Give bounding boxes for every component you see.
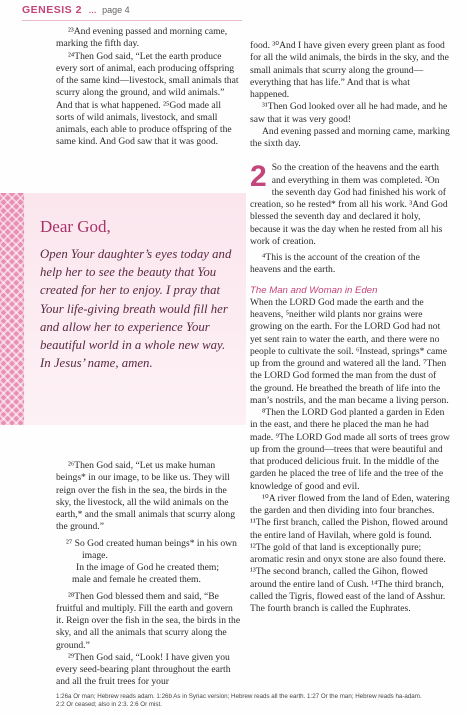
book-chapter: GENESIS 2 (22, 4, 82, 16)
left-column-bottom (56, 460, 241, 689)
section-heading: The Man and Woman in Eden (250, 284, 378, 296)
verse-28: ²⁸Then God blessed them and said, “Be fruitful and multiply. Fill the earth and govern it. Reign over the fish in the sea, the birds in the sky, and all the animals that scurry along the ground.” (56, 590, 241, 651)
verse-29-30-cont: food. ³⁰And I have given every green plant as food for all the wild animals, the birds in the sky, and the small animals that scurry along the ground—everything that has life.” And that is what happened. (250, 40, 449, 100)
verse-29: ²⁹Then God said, “Look! I have given you every seed-bearing plant throughout the earth and all the fruit trees for your (56, 651, 231, 688)
verse-31: ³¹Then God looked over all he had made, and he saw that it was very good! (250, 101, 448, 125)
prayer-body (40, 245, 236, 372)
header-separator: ... (88, 5, 97, 16)
right-column (250, 40, 450, 615)
verse-27-line-2: In the image of God he created them; (76, 562, 220, 573)
page-number: page 4 (102, 5, 130, 15)
verse-4b-7: When the LORD God made the earth and the heavens, ⁵neither wild plants nor grains were growing on the earth. For the LORD God had not yet sent rain to water the earth, and there were no people to cultivate the soil. ⁶Instead, springs* came up from the ground and watered all the land. ⁷Then the LORD God formed the man from the dust of the ground. He breathed the breath of life into the man’s nostrils, and the man became a living person. (250, 296, 449, 406)
decorative-pattern (0, 193, 24, 425)
verse-24-25: ²⁴Then God said, “Let the earth produce every sort of animal, each producing offspring of the same kind—livestock, small animals that scurry along the ground, and wild animals.” And that is what happened. ²⁵God made all sorts of wild animals, livestock, and small animals, each able to produce offspring of the same kind. And God saw that it was good. (56, 50, 239, 148)
left-column-top (56, 26, 241, 149)
running-header (22, 4, 130, 16)
verse-27-line-1: ²⁷ So God created human beings* in his own image. (66, 537, 237, 561)
verse-31b: And evening passed and morning came, marking the sixth day. (250, 125, 450, 149)
footnote-line-1: 1:26a Or man; Hebrew reads adam. 1:26b As in Syriac version; Hebrew reads all the earth. 1:27 Or the man; Hebrew reads ha-adam. (56, 693, 422, 700)
verse-1-3: So the creation of the heavens and the earth and everything in them was completed. ²On the seventh day God had finished his work of creation, so he rested* from all his work. ³And God blessed the seventh day and declared it holy, because it was the day when he rested from all his work of creation. (250, 162, 448, 247)
verse-26: ²⁶Then God said, “Let us make human beings* in our image, to be like us. They will reign over the fish in the sea, the birds in the sky, the livestock, all the wild animals on the earth,* and the small animals that scurry along the ground.” (56, 460, 236, 533)
header-rule (22, 20, 242, 21)
prayer-closing: In Jesus’ name, amen. (40, 356, 153, 371)
prayer-title: Dear God, (40, 217, 111, 236)
verse-23: ²³And evening passed and morning came, marking the fifth day. (56, 26, 228, 50)
verse-10-14: ¹⁰A river flowed from the land of Eden, watering the garden and then dividing into four branches. ¹¹The first branch, called the Pishon, flowed around the entire land of Havilah, where gold is found. ¹²The gold of that land is exceptionally pure; aromatic resin and onyx stone are also found there. ¹³The second branch, called the Gihon, flowed around the entire land of Cush. ¹⁴The third branch, called the Tigris, flowed east of the land of Asshur. The fourth branch is called the Euphrates. (250, 492, 450, 614)
verse-27-line-3: male and female he created them. (72, 574, 201, 586)
chapter-number: 2 (250, 160, 267, 194)
prayer-box (0, 193, 246, 425)
footnote-line-2: 2:2 Or ceased; also in 2:3. 2:6 Or mist. (56, 701, 162, 708)
verse-4a: ⁴This is the account of the creation of the heavens and the earth. (250, 252, 420, 276)
chapter-2-start (250, 162, 450, 248)
verse-8-9: ⁸Then the LORD God planted a garden in Eden in the east, and there he placed the man he had made. ⁹The LORD God made all sorts of trees grow up from the ground—trees that were beautiful and that produced delicious fruit. In the middle of the garden he placed the tree of life and the tree of the knowledge of good and evil. (250, 407, 450, 492)
footnotes (56, 693, 451, 709)
prayer-text: Open Your daughter’s eyes today and help her to see the beauty that You created for her to enjoy. I pray that Your life-giving breath would fill her and allow her to experience Your beautiful world in a whole new way. (40, 247, 232, 353)
